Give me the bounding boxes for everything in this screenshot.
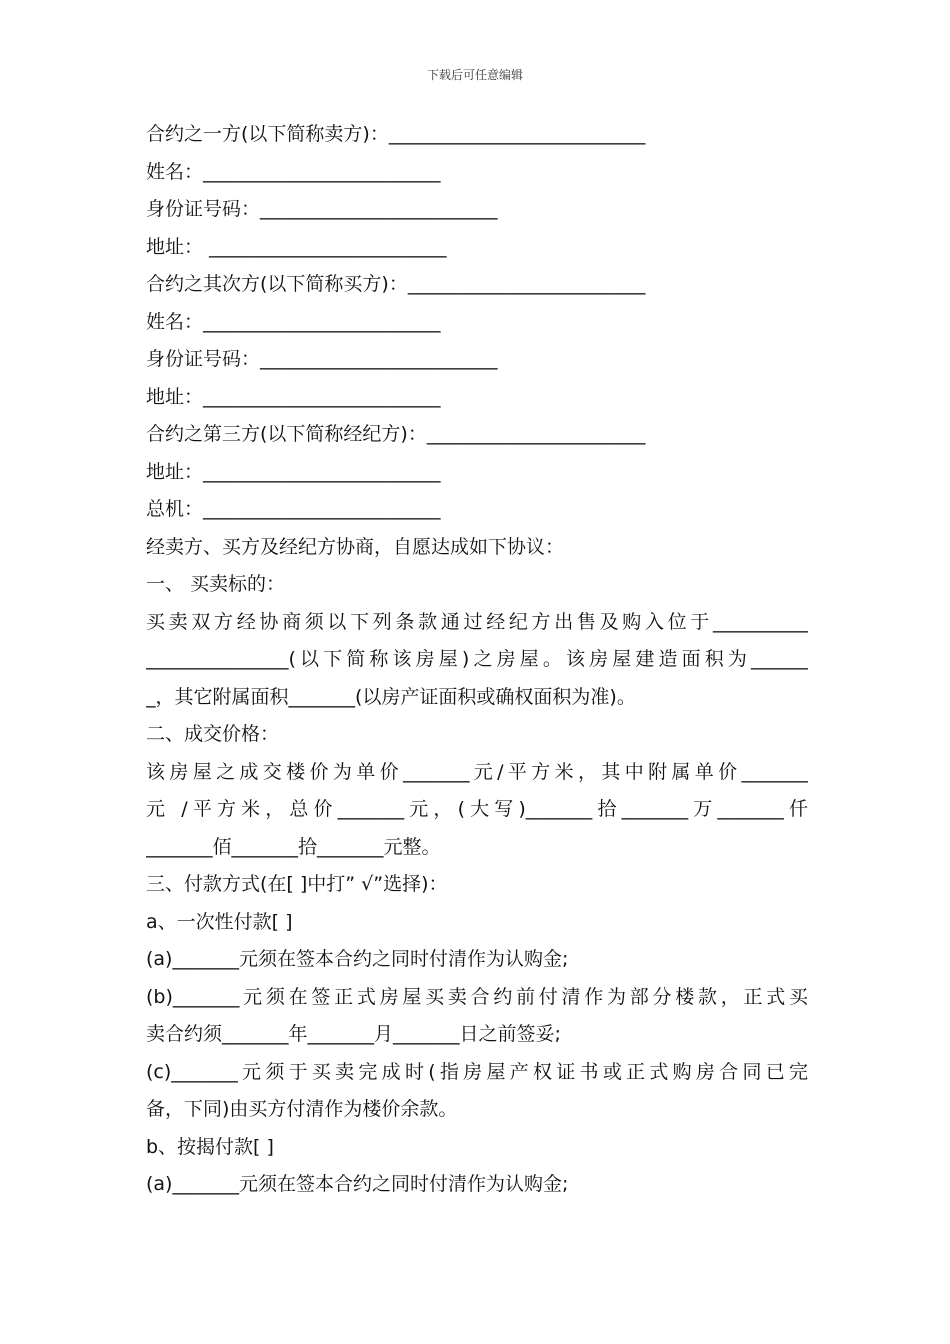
page-header: 下载后可任意编辑 [426, 68, 523, 82]
seller-address-line: 地址： _________________________ [146, 235, 447, 258]
option-b-heading: b、按揭付款[ ] [146, 1135, 274, 1158]
contract-body [146, 116, 808, 1204]
agent-party-line: 合约之第三方(以下简称经纪方)：_______________________ [146, 423, 646, 445]
agreement-intro-line: 经卖方、买方及经纪方协商，自愿达成如下协议： [146, 535, 565, 558]
section-1-paragraph-line-1: 买卖双方经协商须以下列条款通过经纪方出售及购入位于__________ [146, 610, 808, 633]
option-b-item-a: (a)_______元须在签本合约之同时付清作为认购金; [146, 1173, 569, 1195]
seller-party-line: 合约之一方(以下简称卖方)：___________________________ [146, 123, 646, 145]
seller-id-line: 身份证号码：_________________________ [146, 198, 498, 220]
section-1-paragraph-line-2: _______________(以下简称该房屋)之房屋。该房屋建造面积为______ [146, 648, 808, 670]
section-3-heading: 三、付款方式(在[ ]中打” √”选择)： [146, 873, 448, 895]
seller-name-line: 姓名：_________________________ [146, 160, 441, 183]
section-2-paragraph-line-3: _______佰_______拾_______元整。 [146, 835, 441, 858]
option-a-heading: a、一次性付款[ ] [146, 910, 293, 933]
option-a-item-c-line-1: (c)_______元须于买卖完成时(指房屋产权证书或正式购房合同已完 [146, 1060, 808, 1083]
agent-phone-line: 总机：_________________________ [146, 498, 441, 520]
option-a-item-b-line-2: 卖合约须_______年_______月_______日之前签妥; [146, 1023, 561, 1045]
section-2-paragraph-line-2: 元 /平方米，总价_______元，(大写)_______拾_______万_______仟 [146, 798, 808, 820]
buyer-address-line: 地址：_________________________ [146, 385, 441, 408]
section-1-paragraph-line-3: _，其它附属面积_______(以房产证面积或确权面积为准)。 [146, 685, 636, 708]
buyer-name-line: 姓名：_________________________ [146, 310, 441, 333]
buyer-party-line: 合约之其次方(以下简称买方)：_________________________ [146, 273, 646, 295]
option-a-item-c-line-2: 备，下同)由买方付清作为楼价余款。 [146, 1098, 458, 1120]
option-a-item-a: (a)_______元须在签本合约之同时付清作为认购金; [146, 948, 569, 970]
agent-address-line: 地址：_________________________ [146, 460, 441, 483]
section-2-paragraph-line-1: 该房屋之成交楼价为单价_______元/平方米，其中附属单价_______ [146, 760, 808, 783]
option-a-item-b-line-1: (b)_______元须在签正式房屋买卖合约前付清作为部分楼款，正式买 [146, 985, 808, 1008]
buyer-id-line: 身份证号码：_________________________ [146, 348, 498, 370]
section-2-heading: 二、成交价格： [146, 723, 280, 745]
section-1-heading: 一、 买卖标的： [146, 573, 286, 595]
